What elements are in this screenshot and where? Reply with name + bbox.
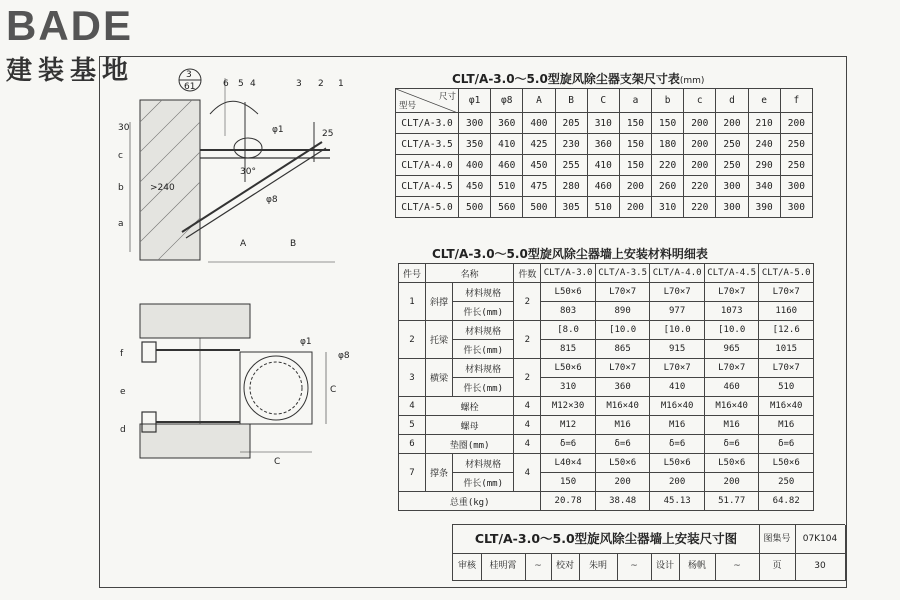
- table1-cell: 300: [716, 176, 748, 197]
- table1-col-header: B: [555, 89, 587, 113]
- total-cell: 20.78: [541, 492, 596, 511]
- item-name: 螺母: [426, 416, 514, 435]
- table1-cell: 150: [619, 155, 651, 176]
- spec-cell: L50×6: [541, 283, 596, 302]
- value-cell: δ=6: [595, 435, 650, 454]
- label-5: 5: [238, 79, 244, 89]
- table2-title: CLT/A-3.0～5.0型旋风除尘器墙上安装材料明细表: [432, 247, 708, 261]
- table1-cell: 230: [555, 134, 587, 155]
- item-no: 3: [399, 359, 426, 397]
- spec-cell: L40×4: [541, 454, 596, 473]
- table1-cell: 510: [587, 197, 619, 218]
- wall-top: [140, 304, 250, 338]
- item-no: 7: [399, 454, 426, 492]
- table1-cell: 250: [780, 134, 812, 155]
- table1-col-header: φ1: [459, 89, 491, 113]
- table1-cell: 410: [491, 134, 523, 155]
- table1-cell: 475: [523, 176, 555, 197]
- table1-model-cell: CLT/A-3.0: [396, 113, 459, 134]
- table1-header-row: [396, 89, 813, 113]
- support-dimension-table: [395, 88, 813, 218]
- table1-cell: 220: [652, 155, 684, 176]
- value-cell: M16: [595, 416, 650, 435]
- label-callout-61: 61: [184, 82, 196, 92]
- table1-cell: 220: [684, 176, 716, 197]
- length-cell: 250: [759, 473, 814, 492]
- label-f: f: [120, 349, 124, 359]
- item-no: 6: [399, 435, 426, 454]
- designer-name: 杨帆: [679, 553, 716, 581]
- table1-cell: 410: [587, 155, 619, 176]
- table2-col-model: CLT/A-3.5: [595, 264, 650, 283]
- table-row: [399, 435, 814, 454]
- spec-cell: [10.0: [650, 321, 705, 340]
- value-cell: δ=6: [759, 435, 814, 454]
- table1-cell: 180: [652, 134, 684, 155]
- length-cell: 360: [595, 378, 650, 397]
- table1-cell: 210: [748, 113, 780, 134]
- table1-cell: 450: [459, 176, 491, 197]
- atlas-number: 07K104: [795, 525, 846, 554]
- item-no: 4: [399, 397, 426, 416]
- table1-col-header: A: [523, 89, 555, 113]
- table1-cell: 510: [491, 176, 523, 197]
- length-label: 件长(mm): [453, 302, 514, 321]
- length-cell: 1015: [759, 340, 814, 359]
- table1-cell: 360: [587, 134, 619, 155]
- table-row: [399, 473, 814, 492]
- table2-col-model: CLT/A-5.0: [759, 264, 814, 283]
- spec-label: 材料规格: [453, 454, 514, 473]
- label-plan-phi8: φ8: [338, 351, 350, 361]
- label-6: 6: [223, 79, 229, 89]
- table-row: [399, 378, 814, 397]
- label-plan-C-horizontal: C: [274, 457, 281, 467]
- length-label: 件长(mm): [453, 378, 514, 397]
- table2-col-model: CLT/A-4.0: [650, 264, 705, 283]
- table1-model-cell: CLT/A-4.0: [396, 155, 459, 176]
- table-row: [399, 416, 814, 435]
- table1-cell: 300: [780, 197, 812, 218]
- label-4: 4: [250, 79, 256, 89]
- spec-cell: L70×7: [595, 359, 650, 378]
- review-label: 审核: [453, 553, 482, 581]
- reviewer-name: 桂明霄: [481, 553, 526, 581]
- page-label: 页: [759, 553, 796, 581]
- table1-cell: 360: [491, 113, 523, 134]
- cyclone-outline: [234, 138, 262, 158]
- spec-cell: L70×7: [759, 283, 814, 302]
- spec-cell: [8.0: [541, 321, 596, 340]
- length-cell: 890: [595, 302, 650, 321]
- length-cell: 510: [759, 378, 814, 397]
- table1-cell: 200: [619, 176, 651, 197]
- label-30: 30: [118, 123, 130, 133]
- length-cell: 460: [704, 378, 759, 397]
- spec-cell: L50×6: [759, 454, 814, 473]
- table1-cell: 500: [523, 197, 555, 218]
- label-A: A: [240, 239, 247, 249]
- length-label: 件长(mm): [453, 473, 514, 492]
- table1-cell: 425: [523, 134, 555, 155]
- table-row: [396, 197, 813, 218]
- table-row: [399, 283, 814, 302]
- logo-chinese: 建装基地: [6, 56, 135, 86]
- table1-cell: 220: [684, 197, 716, 218]
- spec-cell: L70×7: [704, 283, 759, 302]
- item-name: 托梁: [426, 321, 453, 359]
- length-cell: 1073: [704, 302, 759, 321]
- label-a: a: [118, 219, 124, 229]
- label-plan-C-vertical: C: [330, 385, 337, 395]
- value-cell: M16×40: [704, 397, 759, 416]
- label-phi1: φ1: [272, 125, 284, 135]
- length-cell: 150: [541, 473, 596, 492]
- spec-cell: [10.0: [704, 321, 759, 340]
- item-qty: 4: [514, 397, 541, 416]
- label-e: e: [120, 387, 126, 397]
- item-no: 2: [399, 321, 426, 359]
- spec-cell: L70×7: [759, 359, 814, 378]
- value-cell: δ=6: [650, 435, 705, 454]
- table1-col-header: C: [587, 89, 619, 113]
- label-d: d: [120, 425, 126, 435]
- length-cell: 965: [704, 340, 759, 359]
- spec-cell: L50×6: [704, 454, 759, 473]
- table1-title: CLT/A-3.0～5.0型旋风除尘器支架尺寸表(mm): [452, 72, 705, 86]
- table1-cell: 200: [684, 113, 716, 134]
- table1-cell: 300: [716, 197, 748, 218]
- table1-cell: 250: [716, 134, 748, 155]
- checker-signature: ~: [617, 553, 652, 581]
- page-number: 30: [795, 553, 846, 581]
- total-cell: 45.13: [650, 492, 705, 511]
- table1-col-header: c: [684, 89, 716, 113]
- table-row: [399, 454, 814, 473]
- spec-cell: L70×7: [595, 283, 650, 302]
- table-row: [396, 134, 813, 155]
- label-B: B: [290, 239, 297, 249]
- length-cell: 200: [595, 473, 650, 492]
- spec-cell: L70×7: [650, 359, 705, 378]
- table2-total-row: [399, 492, 814, 511]
- table1-cell: 240: [748, 134, 780, 155]
- value-cell: M12×30: [541, 397, 596, 416]
- label-b: b: [118, 183, 124, 193]
- table1-cell: 340: [748, 176, 780, 197]
- table1-col-header: a: [619, 89, 651, 113]
- logo-brand: BADE: [6, 2, 134, 49]
- table1-cell: 400: [459, 155, 491, 176]
- table1-cell: 255: [555, 155, 587, 176]
- value-cell: M16: [704, 416, 759, 435]
- table-row: [399, 397, 814, 416]
- label-30deg: 30°: [240, 167, 256, 177]
- table1-cell: 300: [459, 113, 491, 134]
- table1-corner-top: 尺寸: [438, 92, 456, 102]
- length-cell: 310: [541, 378, 596, 397]
- length-cell: 200: [650, 473, 705, 492]
- table1-col-header: φ8: [491, 89, 523, 113]
- item-qty: 4: [514, 416, 541, 435]
- table1-cell: 150: [619, 113, 651, 134]
- table1-cell: 150: [619, 134, 651, 155]
- table-row: [399, 340, 814, 359]
- label-3: 3: [296, 79, 302, 89]
- table-row: [396, 176, 813, 197]
- spec-cell: L70×7: [704, 359, 759, 378]
- table1-cell: 200: [684, 155, 716, 176]
- table1-cell: 350: [459, 134, 491, 155]
- elevation-drawing: [90, 62, 390, 272]
- table1-cell: 260: [652, 176, 684, 197]
- table-row: [396, 155, 813, 176]
- title-block: [452, 524, 845, 581]
- table1-cell: 300: [780, 176, 812, 197]
- length-cell: 200: [704, 473, 759, 492]
- drawing-title: CLT/A-3.0～5.0型旋风除尘器墙上安装尺寸图: [453, 525, 760, 554]
- item-name: 横梁: [426, 359, 453, 397]
- length-cell: 803: [541, 302, 596, 321]
- table1-cell: 290: [748, 155, 780, 176]
- check-label: 校对: [551, 553, 580, 581]
- diagonal-brace: [182, 142, 322, 232]
- length-cell: 815: [541, 340, 596, 359]
- cyclone-circle: [244, 356, 308, 420]
- item-name: 螺栓: [426, 397, 514, 416]
- table1-unit: (mm): [679, 76, 705, 86]
- spec-cell: L70×7: [650, 283, 705, 302]
- label-callout-3: 3: [186, 70, 192, 80]
- length-cell: 865: [595, 340, 650, 359]
- table1-cell: 460: [587, 176, 619, 197]
- table1-cell: 560: [491, 197, 523, 218]
- label-1: 1: [338, 79, 344, 89]
- value-cell: M16×40: [595, 397, 650, 416]
- reviewer-signature: ~: [525, 553, 552, 581]
- length-cell: 1160: [759, 302, 814, 321]
- table1-cell: 310: [652, 197, 684, 218]
- table1-cell: 450: [523, 155, 555, 176]
- table1-model-cell: CLT/A-3.5: [396, 134, 459, 155]
- item-name: 撑条: [426, 454, 453, 492]
- spec-label: 材料规格: [453, 359, 514, 378]
- table1-corner-cell: [396, 89, 459, 113]
- table-row: [396, 113, 813, 134]
- table2-col-no: 件号: [399, 264, 426, 283]
- value-cell: M12: [541, 416, 596, 435]
- label-phi8: φ8: [266, 195, 278, 205]
- total-label: 总重(kg): [399, 492, 541, 511]
- cyclone-frame: [240, 352, 312, 424]
- spec-label: 材料规格: [453, 321, 514, 340]
- atlas-label: 图集号: [759, 525, 796, 554]
- value-cell: δ=6: [704, 435, 759, 454]
- value-cell: M16: [650, 416, 705, 435]
- table1-cell: 250: [780, 155, 812, 176]
- table1-cell: 460: [491, 155, 523, 176]
- table1-cell: 400: [523, 113, 555, 134]
- plan-drawing: [90, 302, 390, 470]
- table1-col-header: b: [652, 89, 684, 113]
- value-cell: M16: [759, 416, 814, 435]
- label-gt240: >240: [150, 183, 175, 193]
- table-row: [399, 302, 814, 321]
- length-cell: 915: [650, 340, 705, 359]
- item-qty: 2: [514, 321, 541, 359]
- table1-cell: 200: [780, 113, 812, 134]
- table1-corner-bottom: 型号: [399, 101, 417, 111]
- spec-label: 材料规格: [453, 283, 514, 302]
- table1-cell: 205: [555, 113, 587, 134]
- table1-col-header: e: [748, 89, 780, 113]
- label-plan-phi1: φ1: [300, 337, 312, 347]
- length-label: 件长(mm): [453, 340, 514, 359]
- table1-cell: 390: [748, 197, 780, 218]
- spec-cell: L50×6: [541, 359, 596, 378]
- label-c: c: [118, 151, 123, 161]
- checker-name: 朱明: [579, 553, 618, 581]
- length-cell: 410: [650, 378, 705, 397]
- item-qty: 4: [514, 454, 541, 492]
- spec-cell: [12.6: [759, 321, 814, 340]
- value-cell: M16×40: [759, 397, 814, 416]
- spec-cell: L50×6: [650, 454, 705, 473]
- value-cell: M16×40: [650, 397, 705, 416]
- total-cell: 64.82: [759, 492, 814, 511]
- table1-model-cell: CLT/A-4.5: [396, 176, 459, 197]
- table1-cell: 305: [555, 197, 587, 218]
- table1-cell: 200: [684, 134, 716, 155]
- design-label: 设计: [651, 553, 680, 581]
- label-25: 25: [322, 129, 334, 139]
- table2-col-model: CLT/A-4.5: [704, 264, 759, 283]
- value-cell: δ=6: [541, 435, 596, 454]
- table1-cell: 200: [619, 197, 651, 218]
- spec-cell: L50×6: [595, 454, 650, 473]
- total-cell: 38.48: [595, 492, 650, 511]
- table1-cell: 250: [716, 155, 748, 176]
- designer-signature: ~: [715, 553, 760, 581]
- table2-col-qty: 件数: [514, 264, 541, 283]
- table-row: [399, 359, 814, 378]
- table1-col-header: f: [780, 89, 812, 113]
- table2-col-model: CLT/A-3.0: [541, 264, 596, 283]
- table1-cell: 280: [555, 176, 587, 197]
- length-cell: 977: [650, 302, 705, 321]
- item-no: 5: [399, 416, 426, 435]
- total-cell: 51.77: [704, 492, 759, 511]
- item-name: 垫圈(mm): [426, 435, 514, 454]
- item-qty: 2: [514, 283, 541, 321]
- item-name: 斜撑: [426, 283, 453, 321]
- item-qty: 2: [514, 359, 541, 397]
- label-2: 2: [318, 79, 324, 89]
- table2-col-name: 名称: [426, 264, 514, 283]
- table1-cell: 200: [716, 113, 748, 134]
- table1-cell: 500: [459, 197, 491, 218]
- table1-cell: 310: [587, 113, 619, 134]
- table1-model-cell: CLT/A-5.0: [396, 197, 459, 218]
- material-list-table: [398, 263, 814, 511]
- table1-cell: 150: [652, 113, 684, 134]
- table2-header-row: [399, 264, 814, 283]
- item-no: 1: [399, 283, 426, 321]
- wall-section: [140, 100, 200, 260]
- table-row: [399, 321, 814, 340]
- spec-cell: [10.0: [595, 321, 650, 340]
- table1-col-header: d: [716, 89, 748, 113]
- item-qty: 4: [514, 435, 541, 454]
